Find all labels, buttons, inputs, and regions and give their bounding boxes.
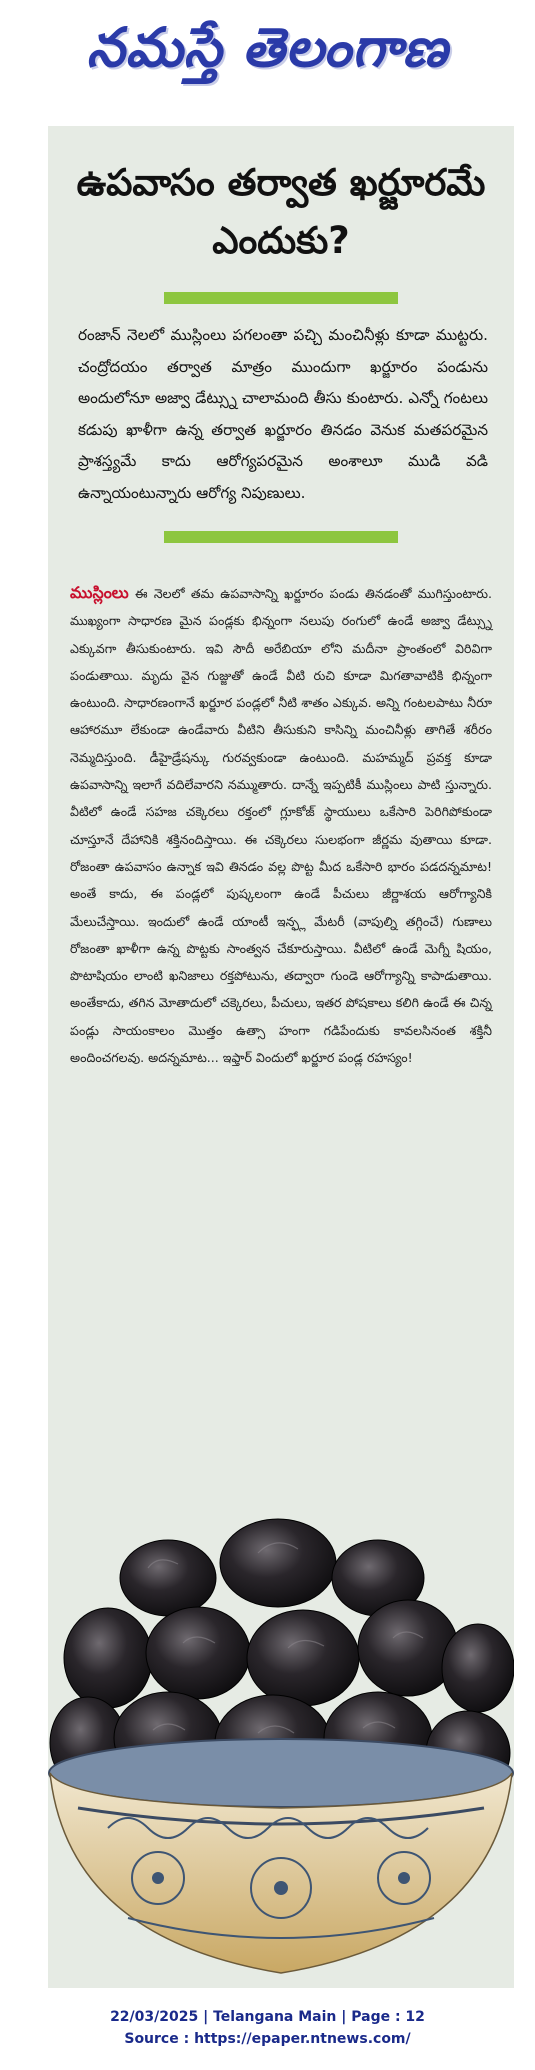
footer-source-link[interactable]: Source : https://epaper.ntnews.com/ — [124, 2031, 411, 2047]
article-headline: ఉపవాసం తర్వాత ఖర్జూరమే ఎందుకు? — [76, 161, 486, 262]
bowl — [49, 1739, 513, 1973]
masthead-title: నమస్తే తెలంగాణ — [86, 15, 449, 79]
footer-edition-info: 22/03/2025 | Telangana Main | Page : 12 — [110, 2009, 425, 2025]
dates-bowl-image — [48, 1468, 514, 1988]
headline-divider-bottom — [164, 531, 398, 543]
footer — [0, 2006, 535, 2050]
article-panel — [48, 126, 514, 1988]
article-dropword: ముస్లింలు — [70, 583, 129, 602]
article-standfirst: రంజాన్ నెలలో ముస్లింలు పగలంతా పచ్చి మంచినీళ్లు కూడా ముట్టరు. చంద్రోదయం తర్వాత మాత్రం ముందుగా ఖర్జూరం పండును అందులోనూ అజ్వా డేట్స్ను చాలామంది తీసు కుంటారు. ఎన్నో గంటలు కడుపు ఖాళీగా ఉన్న తర్వాత ఖర్జూరం తినడం వెనుక మతపరమైన ప్రాశస్త్యమే కాదు ఆరోగ్యపరమైన అంశాలూ ముడి వడి ఉన్నాయంటున్నారు ఆరోగ్య నిపుణులు. — [78, 326, 488, 502]
masthead — [0, 0, 535, 108]
article-body-text: ఈ నెలలో తమ ఉపవాసాన్ని ఖర్జూరం పండు తినడంతో ముగిస్తుంటారు. ముఖ్యంగా సాధారణ మైన పండ్లకు భిన్నంగా నలుపు రంగులో ఉండే అజ్వా డేట్స్ను ఎక్కువగా తీసుకుంటారు. ఇవి సౌదీ అరేబియా లోని మదీనా ప్రాంతంలో విరివిగా పండుతాయి. మృదు వైన గుజ్జుతో ఉండే వీటి రుచి కూడా మిగతావాటికి భిన్నంగా ఉంటుంది. సాధారణంగానే ఖర్జూర పండ్లలో నీటి శాతం ఎక్కువ. అన్ని గంటలపాటు నీరూ ఆహారమూ లేకుండా ఉండేవారు వీటిని తీసుకుని కాసిన్ని మంచినీళ్లు తాగితే శరీరం నెమ్మదిస్తుంది. డీహైడ్రేషన్కు గురవ్వకుండా ఉంటుంది. మహమ్మద్ ప్రవక్త కూడా ఉపవాసాన్ని ఇలాగే వదిలేవారని నమ్ముతారు. దాన్నే ఇప్పటికీ ముస్లింలు పాటి స్తున్నారు. వీటిలో ఉండే సహజ చక్కెరలు రక్తంలో గ్లూకోజ్ స్థాయులు ఒకేసారి పెరిగిపోకుండా చూస్తూనే దేహానికి శక్తినందిస్తాయి. ఈ చక్కెరలు సులభంగా జీర్ణమ వుతాయి కూడా. రోజంతా ఉపవాసం ఉన్నాక ఇవి తినడం వల్ల పొట్ట మీద ఒకేసారి భారం పడదన్నమాట! అంతే కాదు, ఈ పండ్లలో పుష్కలంగా ఉండే పీచులు జీర్ణాశయ ఆరోగ్యానికి మేలుచేస్తాయి. ఇందులో ఉండే యాంటీ ఇన్ఫ్ల మేటరీ (వాపుల్ని తగ్గించే) గుణాలు రోజంతా ఖాళీగా ఉన్న పొట్టకు సాంత్వన చేకూరుస్తాయి. వీటిలో ఉండే మెగ్నీ షియం, పొటాషియం లాంటి ఖనిజాలు రక్తపోటును, తద్వారా గుండె ఆరోగ్యాన్ని కాపాడుతాయి. అంతేకాదు, తగిన మోతాదులో చక్కెరలు, పీచులు, ఇతర పోషకాలు కలిగి ఉండే ఈ చిన్న పండ్లు సాయంకాలం మొత్తం ఉత్సా హంగా గడిపేందుకు కావలసినంత శక్తినీ అందించగలవు. అదన్నమాట... ఇఫ్తార్ విందులో ఖర్జూర పండ్ల రహస్యం! — [70, 586, 492, 1066]
headline-divider-top — [164, 292, 398, 304]
article-body — [70, 579, 492, 1071]
